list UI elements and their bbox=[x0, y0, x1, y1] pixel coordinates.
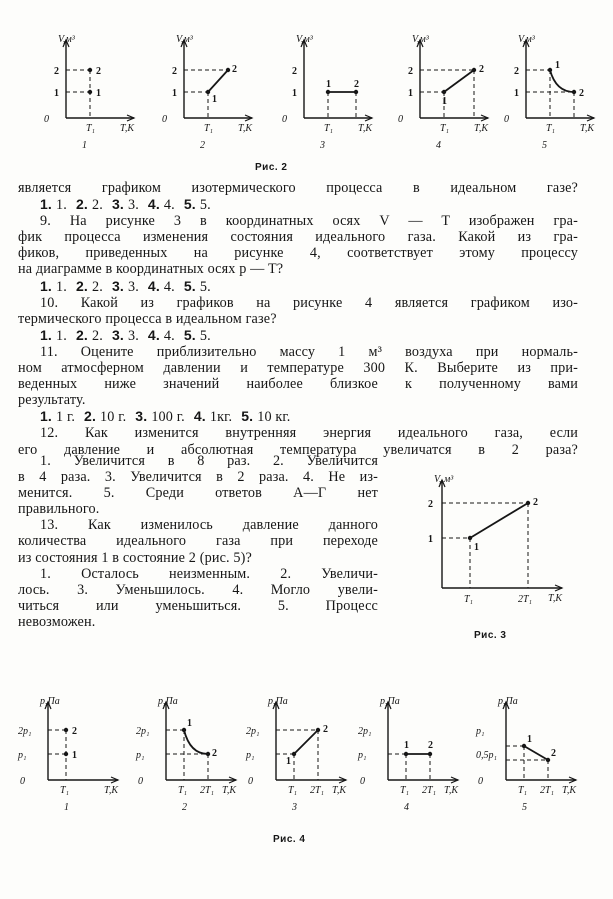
point-label: 2 bbox=[212, 748, 217, 759]
panel-number: 1 bbox=[82, 140, 87, 151]
answer-option bbox=[84, 409, 126, 425]
x-tick-label: T₁ bbox=[204, 123, 214, 134]
y-tick-label: 0,5p₁ bbox=[476, 750, 497, 761]
process-line bbox=[444, 70, 474, 92]
x-tick-label: T₁ bbox=[464, 594, 474, 605]
answer-option bbox=[76, 197, 103, 213]
state-point bbox=[526, 501, 530, 505]
answer-number: 5. bbox=[183, 277, 200, 294]
y-axis-label: p,Па bbox=[380, 696, 400, 707]
answer-option bbox=[184, 197, 211, 213]
x-tick-label: T₁ bbox=[546, 123, 556, 134]
state-point bbox=[468, 536, 472, 540]
panel-number: 2 bbox=[200, 140, 205, 151]
y-tick-label: 2 bbox=[408, 66, 413, 77]
process-curve bbox=[550, 70, 574, 92]
q9-line-4: на диаграмме в координатных осях p — T? bbox=[18, 261, 284, 278]
state-point bbox=[64, 728, 68, 732]
process-line bbox=[524, 746, 548, 760]
q13-line-1: 13. Как изменилось давление данного bbox=[40, 517, 378, 534]
state-point bbox=[88, 90, 92, 94]
y-tick-label: 2p₁ bbox=[246, 726, 260, 737]
answer-number: 1. bbox=[40, 277, 57, 294]
answer-option bbox=[76, 279, 103, 295]
answer-text: 1. bbox=[56, 197, 67, 214]
y-tick-label: 1 bbox=[428, 534, 433, 545]
y-tick-label: 1 bbox=[292, 88, 297, 99]
left-column-text bbox=[18, 453, 378, 630]
x-axis-label: T,К bbox=[238, 123, 252, 134]
y-axis-label: V,м³ bbox=[412, 34, 429, 45]
state-point bbox=[326, 90, 330, 94]
point-label: 1 bbox=[326, 79, 331, 90]
answer-option bbox=[40, 328, 67, 344]
q9-line-1: 9. На рисунке 3 в координатных осях V — T изображен гра- bbox=[40, 213, 578, 230]
y-tick-label: p₁ bbox=[136, 750, 145, 761]
answer-text: 1 г. bbox=[56, 409, 76, 426]
answer-option bbox=[241, 409, 290, 425]
x-tick-label: T₁ bbox=[288, 785, 298, 796]
process-line bbox=[208, 70, 228, 92]
answer-text: 2. bbox=[91, 197, 103, 214]
answer-text: 3. bbox=[127, 197, 139, 214]
y-axis-label: p,Па bbox=[158, 696, 178, 707]
answer-text: 1. bbox=[56, 278, 67, 295]
y-axis-label: p,Па bbox=[268, 696, 288, 707]
x-tick-label: 2T₁ bbox=[422, 785, 437, 796]
panel-number: 4 bbox=[404, 802, 409, 813]
q11-line-4: результату. bbox=[18, 392, 86, 409]
answer-text: 2. bbox=[91, 278, 103, 295]
figure-3-vt-graph bbox=[390, 470, 590, 620]
q9-line-2: фик процесса изменения состояния идеального газа. Какой из гра- bbox=[18, 229, 578, 246]
panel-number: 2 bbox=[182, 802, 187, 813]
x-axis-label: T,К bbox=[580, 123, 594, 134]
origin-label: 0 bbox=[398, 114, 403, 125]
answer-option bbox=[40, 409, 75, 425]
state-point bbox=[404, 752, 408, 756]
panel-number: 5 bbox=[542, 140, 547, 151]
process-curve bbox=[184, 730, 208, 754]
q12-line-1: 12. Как изменится внутренняя энергия идеального газа, если bbox=[40, 425, 578, 442]
x-tick-label: 2T₁ bbox=[518, 594, 533, 605]
answer-number: 3. bbox=[135, 408, 152, 425]
answer-text: 1кг. bbox=[209, 409, 233, 426]
point-label: 2 bbox=[72, 726, 77, 737]
q13-answer-line-1: 1. Осталось неизменным. 2. Увеличи- bbox=[40, 565, 378, 582]
answer-text: 4. bbox=[163, 327, 175, 344]
q10-line-1: 10. Какой из графиков на рисунке 4 является графиком изо- bbox=[40, 294, 578, 311]
state-point bbox=[354, 90, 358, 94]
x-axis-label: T,К bbox=[332, 785, 346, 796]
answer-text: 10 г. bbox=[100, 409, 127, 426]
y-tick-label: 2p₁ bbox=[18, 726, 32, 737]
answer-text: 3. bbox=[127, 327, 139, 344]
answer-number: 2. bbox=[75, 326, 92, 343]
answer-option bbox=[40, 197, 67, 213]
answer-number: 3. bbox=[111, 277, 128, 294]
y-axis-label: p,Па bbox=[40, 696, 60, 707]
y-tick-label: 1 bbox=[514, 88, 519, 99]
state-point bbox=[428, 752, 432, 756]
q8-answers bbox=[18, 196, 578, 213]
state-point bbox=[226, 68, 230, 72]
point-label: 1 bbox=[555, 60, 560, 71]
y-axis-label: V,м³ bbox=[518, 34, 535, 45]
answer-text: 4. bbox=[163, 197, 175, 214]
x-axis-label: T,К bbox=[358, 123, 372, 134]
x-tick-label: 2T₁ bbox=[310, 785, 325, 796]
figure-3-caption: Рис. 3 bbox=[474, 630, 507, 641]
q13-line-2: количества идеального газа при переходе bbox=[18, 533, 378, 550]
figure-2-caption: Рис. 2 bbox=[255, 162, 288, 173]
y-axis-label: V,м³ bbox=[296, 34, 313, 45]
answer-option bbox=[184, 328, 211, 344]
y-tick-label: p₁ bbox=[358, 750, 367, 761]
answer-number: 2. bbox=[84, 408, 101, 425]
q12-answer-line-2: в 4 раза. 3. Увеличится в 2 раза. 4. Не из- bbox=[18, 469, 378, 486]
y-tick-label: 1 bbox=[54, 88, 59, 99]
panel-number: 5 bbox=[522, 802, 527, 813]
x-tick-label: T₁ bbox=[518, 785, 528, 796]
answer-number: 2. bbox=[75, 196, 92, 213]
state-point bbox=[316, 728, 320, 732]
point-label: 1 bbox=[474, 542, 479, 553]
x-tick-label: T₁ bbox=[86, 123, 96, 134]
y-axis-label: V, м³ bbox=[434, 474, 454, 485]
x-axis-label: T,К bbox=[474, 123, 488, 134]
answer-text: 10 кг. bbox=[257, 409, 291, 426]
q11-line-3: веденных ниже значений наиболее близкое к полученному вами bbox=[18, 376, 578, 393]
answer-option bbox=[148, 197, 175, 213]
state-point bbox=[572, 90, 576, 94]
point-label: 2 bbox=[579, 88, 584, 99]
answer-number: 1. bbox=[40, 196, 57, 213]
answer-text: 3. bbox=[127, 278, 139, 295]
origin-label: 0 bbox=[20, 776, 25, 787]
q11-line-2: ном атмосферном давлении и температуре 300 К. Выберите из при- bbox=[18, 360, 578, 377]
q13-answer-line-3: читься или уменьшиться. 5. Процесс bbox=[18, 597, 378, 614]
y-tick-label: 2 bbox=[172, 66, 177, 77]
answer-number: 1. bbox=[40, 408, 57, 425]
x-tick-label: T₁ bbox=[440, 123, 450, 134]
state-point bbox=[292, 752, 296, 756]
q12-answer-line-1: 1. Увеличится в 8 раз. 2. Увеличится bbox=[40, 453, 378, 469]
answer-number: 1. bbox=[40, 326, 57, 343]
y-tick-label: p₁ bbox=[18, 750, 27, 761]
answer-text: 5. bbox=[199, 278, 211, 295]
q9-line-3: фиков, приведенных на рисунке 4, соответствует этому процессу bbox=[18, 245, 578, 262]
point-label: 1 bbox=[96, 88, 101, 99]
point-label: 1 bbox=[187, 718, 192, 729]
y-tick-label: 2 bbox=[514, 66, 519, 77]
x-tick-label: T₁ bbox=[60, 785, 70, 796]
origin-label: 0 bbox=[478, 776, 483, 787]
y-tick-label: p₁ bbox=[246, 750, 255, 761]
point-label: 2 bbox=[96, 66, 101, 77]
answer-number: 5. bbox=[241, 408, 258, 425]
point-label: 1 bbox=[212, 94, 217, 105]
state-point bbox=[182, 728, 186, 732]
q13-line-3: из состояния 1 в состояние 2 (рис. 5)? bbox=[18, 549, 252, 566]
q12-line-2: его давление и абсолютная температура увеличатся в 2 раза? bbox=[18, 441, 578, 458]
figure-4-pt-graphs bbox=[0, 690, 613, 830]
state-point bbox=[546, 758, 550, 762]
y-tick-label: 2 bbox=[428, 499, 433, 510]
answer-number: 4. bbox=[193, 408, 210, 425]
origin-label: 0 bbox=[44, 114, 49, 125]
panel-number: 1 bbox=[64, 802, 69, 813]
q13-answer-line-4: невозможен. bbox=[18, 613, 96, 630]
answer-text: 5. bbox=[199, 327, 211, 344]
y-tick-label: 2p₁ bbox=[136, 726, 150, 737]
answer-option bbox=[194, 409, 232, 425]
x-axis-label: T,К bbox=[444, 785, 458, 796]
point-label: 2 bbox=[533, 497, 538, 508]
q11-answers bbox=[18, 408, 578, 425]
x-axis-label: T,К bbox=[548, 593, 562, 604]
y-axis-label: p,Па bbox=[498, 696, 518, 707]
state-point bbox=[522, 744, 526, 748]
answer-text: 5. bbox=[199, 197, 211, 214]
answer-text: 2. bbox=[91, 327, 103, 344]
y-tick-label: p₁ bbox=[476, 726, 485, 737]
point-label: 1 bbox=[442, 96, 447, 107]
y-axis-label: V,м³ bbox=[58, 34, 75, 45]
answer-text: 100 г. bbox=[151, 409, 185, 426]
q9-answers bbox=[18, 278, 578, 295]
answer-option bbox=[112, 279, 139, 295]
x-axis-label: T,К bbox=[222, 785, 236, 796]
answer-number: 5. bbox=[183, 196, 200, 213]
answer-number: 3. bbox=[111, 326, 128, 343]
q10-answers bbox=[18, 327, 578, 344]
panel-number: 4 bbox=[436, 140, 441, 151]
answer-number: 4. bbox=[147, 326, 164, 343]
answer-option bbox=[148, 328, 175, 344]
origin-label: 0 bbox=[248, 776, 253, 787]
y-tick-label: 2p₁ bbox=[358, 726, 372, 737]
point-label: 2 bbox=[354, 79, 359, 90]
answer-option bbox=[184, 279, 211, 295]
process-line bbox=[294, 730, 318, 754]
panel-number: 3 bbox=[320, 140, 325, 151]
answer-number: 3. bbox=[111, 196, 128, 213]
answer-option bbox=[135, 409, 185, 425]
answer-number: 4. bbox=[147, 277, 164, 294]
y-tick-label: 2 bbox=[54, 66, 59, 77]
state-point bbox=[206, 752, 210, 756]
point-label: 1 bbox=[72, 750, 77, 761]
state-point bbox=[442, 90, 446, 94]
origin-label: 0 bbox=[162, 114, 167, 125]
x-tick-label: 2T₁ bbox=[200, 785, 215, 796]
x-axis-label: T,К bbox=[562, 785, 576, 796]
state-point bbox=[88, 68, 92, 72]
x-tick-label: T₁ bbox=[324, 123, 334, 134]
point-label: 1 bbox=[286, 756, 291, 767]
point-label: 2 bbox=[479, 64, 484, 75]
origin-label: 0 bbox=[504, 114, 509, 125]
y-tick-label: 1 bbox=[408, 88, 413, 99]
y-tick-label: 2 bbox=[292, 66, 297, 77]
state-point bbox=[548, 68, 552, 72]
origin-label: 0 bbox=[282, 114, 287, 125]
panel-number: 3 bbox=[292, 802, 297, 813]
x-tick-label: 2T₁ bbox=[540, 785, 555, 796]
answer-option bbox=[112, 328, 139, 344]
q12-answer-line-3: менится. 5. Среди ответов А—Г нет bbox=[18, 485, 378, 502]
origin-label: 0 bbox=[138, 776, 143, 787]
answer-text: 1. bbox=[56, 327, 67, 344]
answer-number: 5. bbox=[183, 326, 200, 343]
y-tick-label: 1 bbox=[172, 88, 177, 99]
x-axis-label: T,К bbox=[104, 785, 118, 796]
answer-number: 4. bbox=[147, 196, 164, 213]
x-axis-label: T,К bbox=[120, 123, 134, 134]
point-label: 2 bbox=[428, 740, 433, 751]
q13-answer-line-2: лось. 3. Уменьшилось. 4. Могло увели- bbox=[18, 581, 378, 598]
origin-label: 0 bbox=[360, 776, 365, 787]
process-line bbox=[470, 503, 528, 538]
point-label: 1 bbox=[527, 734, 532, 745]
answer-option bbox=[40, 279, 67, 295]
x-tick-label: T₁ bbox=[178, 785, 188, 796]
answer-option bbox=[112, 197, 139, 213]
point-label: 1 bbox=[404, 740, 409, 751]
answer-number: 2. bbox=[75, 277, 92, 294]
q12-answer-line-4: правильного. bbox=[18, 501, 100, 518]
answer-option bbox=[76, 328, 103, 344]
y-axis-label: V,м³ bbox=[176, 34, 193, 45]
figure-4-caption: Рис. 4 bbox=[273, 834, 306, 845]
q11-line-1: 11. Оцените приблизительно массу 1 м³ воздуха при нормаль- bbox=[40, 343, 578, 360]
figure-2-vt-graphs bbox=[0, 0, 613, 165]
answer-option bbox=[148, 279, 175, 295]
state-point bbox=[206, 90, 210, 94]
q10-line-2: термического процесса в идеальном газе? bbox=[18, 310, 277, 327]
question-text-block bbox=[18, 180, 578, 458]
state-point bbox=[64, 752, 68, 756]
answer-text: 4. bbox=[163, 278, 175, 295]
point-label: 2 bbox=[232, 64, 237, 75]
point-label: 2 bbox=[323, 724, 328, 735]
q8-tail: является графиком изотермического процесса в идеальном газе? bbox=[18, 180, 578, 196]
state-point bbox=[472, 68, 476, 72]
x-tick-label: T₁ bbox=[400, 785, 410, 796]
point-label: 2 bbox=[551, 748, 556, 759]
